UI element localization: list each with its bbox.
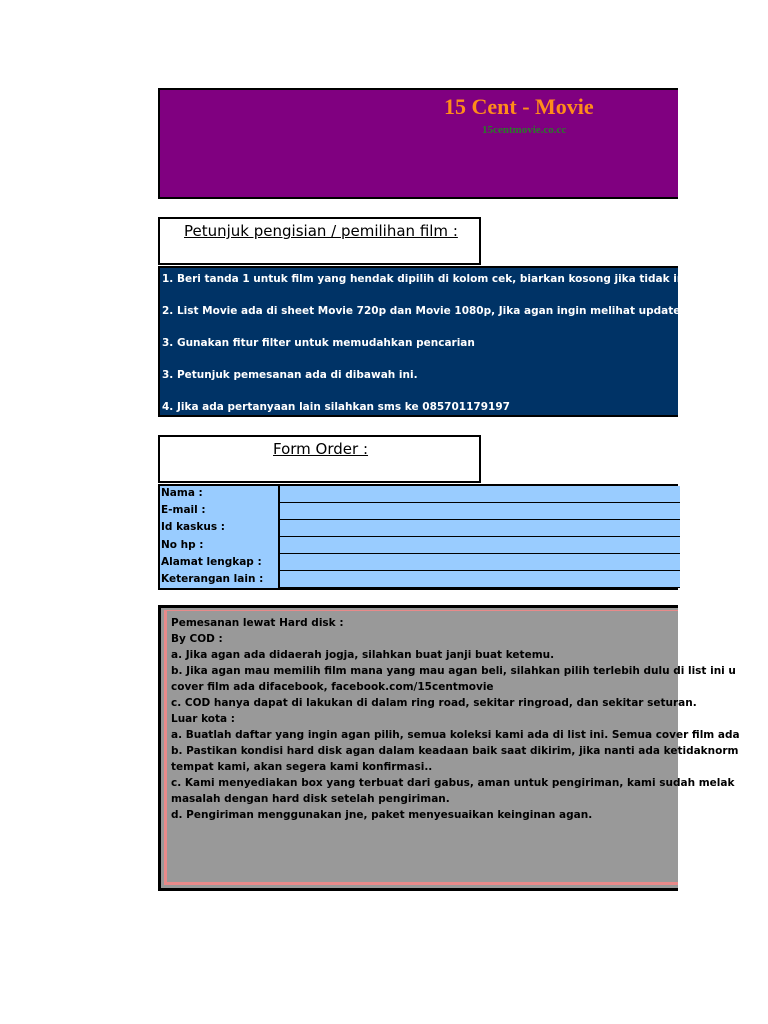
note-line: c. COD hanya dapat di lakukan di dalam ring road, sekitar ringroad, dan sekitar seturan. <box>171 697 697 709</box>
instruction-line: 1. Beri tanda 1 untuk film yang hendak dipilih di kolom cek, biarkan kosong jika tidak ingin me <box>162 273 725 285</box>
no-hp-input[interactable] <box>280 537 680 554</box>
note-line: d. Pengiriman menggunakan jne, paket menyesuaikan keinginan agan. <box>171 809 593 821</box>
label-no-hp: No hp : <box>161 539 204 551</box>
label-id-kaskus: Id kaskus : <box>161 521 225 533</box>
instructions-heading-box <box>158 217 481 265</box>
id-kaskus-input[interactable] <box>280 520 680 537</box>
note-line: b. Pastikan kondisi hard disk agan dalam keadaan baik saat dikirim, jika nanti ada ketidaknorm <box>171 745 739 757</box>
instruction-line: 3. Petunjuk pemesanan ada di dibawah ini. <box>162 369 418 381</box>
form-order-heading-box <box>158 435 481 483</box>
note-line: Pemesanan lewat Hard disk : <box>171 617 344 629</box>
email-input[interactable] <box>280 503 680 520</box>
site-url: 15centmovie.co.cc <box>482 124 567 136</box>
note-line: c. Kami menyediakan box yang terbuat dari gabus, aman untuk pengiriman, kami sudah melak <box>171 777 735 789</box>
instructions-panel <box>158 266 727 417</box>
label-keterangan-lain: Keterangan lain : <box>161 573 264 585</box>
note-line: b. Jika agan mau memilih film mana yang mau agan beli, silahkan pilih terlebih dulu di list ini u <box>171 665 736 677</box>
note-line: Luar kota : <box>171 713 235 725</box>
note-line: masalah dengan hard disk setelah pengiriman. <box>171 793 450 805</box>
keterangan-lain-input[interactable] <box>280 571 680 588</box>
note-line: a. Jika agan ada didaerah jogja, silahkan buat janji buat ketemu. <box>171 649 555 661</box>
instruction-line: 4. Jika ada pertanyaan lain silahkan sms ke 085701179197 <box>162 401 510 413</box>
site-title: 15 Cent - Movie <box>444 94 594 119</box>
label-nama: Nama : <box>161 487 203 499</box>
instruction-line: 3. Gunakan fitur filter untuk memudahkan pencarian <box>162 337 475 349</box>
note-line: cover film ada difacebook, facebook.com/15centmovie <box>171 681 494 693</box>
note-line: By COD : <box>171 633 223 645</box>
notes-frame <box>164 610 740 885</box>
label-alamat-lengkap: Alamat lengkap : <box>161 556 262 568</box>
header-banner <box>158 88 678 199</box>
note-line: a. Buatlah daftar yang ingin agan pilih, semua koleksi kami ada di list ini. Semua cover film ada <box>171 729 740 741</box>
form-order-heading: Form Order : <box>273 440 369 458</box>
instruction-line: 2. List Movie ada di sheet Movie 720p dan Movie 1080p, Jika agan ingin melihat update silahka <box>162 305 727 317</box>
form-labels-column <box>160 486 280 588</box>
nama-input[interactable] <box>280 486 680 503</box>
instructions-heading: Petunjuk pengisian / pemilihan film : <box>184 222 458 240</box>
spreadsheet-area <box>158 0 740 1024</box>
alamat-lengkap-input[interactable] <box>280 554 680 571</box>
hard-disk-order-notes <box>158 605 740 891</box>
order-form <box>158 484 678 590</box>
note-line: tempat kami, akan segera kami konfirmasi.. <box>171 761 433 773</box>
label-email: E-mail : <box>161 504 206 516</box>
